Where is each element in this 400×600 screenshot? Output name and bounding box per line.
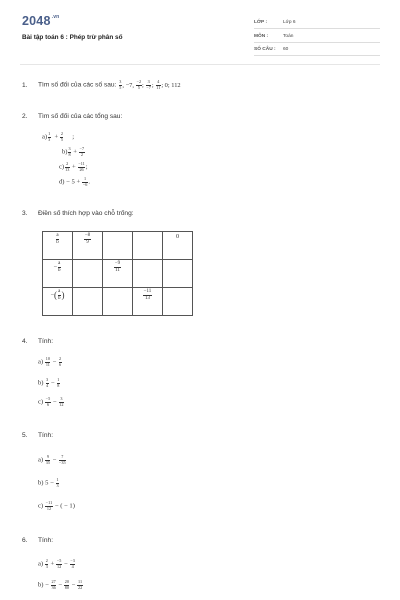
question-text: Tìm số đối của các số sau: <box>38 81 117 89</box>
question-2: 2. Tìm số đối của các tổng sau: <box>22 113 123 120</box>
item-4a: a) $\frac{10}{11}$ − $\frac{2}{6}$ <box>38 356 62 367</box>
meta-label-count: SỐ CÂU : <box>254 47 276 52</box>
meta-divider <box>254 28 380 29</box>
fraction: $\frac{-2}{5}$ <box>136 79 142 90</box>
table-cell-blank[interactable] <box>133 260 163 288</box>
meta-label-class: LỚP : <box>254 20 268 25</box>
question-text: Tìm số đối của các tổng sau: <box>38 113 123 120</box>
meta-divider <box>254 42 380 43</box>
table-cell: $\frac{-8}{9}$ <box>73 232 103 260</box>
table-row <box>43 288 193 316</box>
question-3: 3. Điền số thích hợp vào chỗ trống: <box>22 210 134 217</box>
document-title: Bài tập toán 6 : Phép trừ phân số <box>22 34 123 41</box>
question-text: Tính: <box>38 338 54 345</box>
table-cell: −( $\frac{a}{b}$ ) <box>43 288 73 316</box>
table-cell-blank[interactable] <box>73 260 103 288</box>
table-cell: $\frac{a}{b}$ <box>43 232 73 260</box>
question-4: 4. Tính: <box>22 338 54 345</box>
table-row <box>43 260 193 288</box>
document-header <box>0 0 400 62</box>
question-1-numbers: $\frac{3}{5}$ , −7, $\frac{-2}{5}$ ; $\frac{3}{-7}$ ; $\frac{4}{11}$ ; 0; 112 <box>119 79 181 90</box>
table-cell: $\frac{-9}{11}$ <box>103 260 133 288</box>
header-divider <box>20 64 380 65</box>
meta-divider <box>254 55 380 56</box>
question-text: Tính: <box>38 537 54 544</box>
item-2b: b) $\frac{3}{8}$ + $\frac{-7}{2}$ <box>62 146 85 157</box>
meta-label-subject: MÔN : <box>254 34 269 39</box>
meta-value-class: Lớp 6 <box>283 20 296 25</box>
fraction: $\frac{3}{-7}$ <box>146 79 151 90</box>
table-cell-blank[interactable] <box>103 232 133 260</box>
table-cell-blank[interactable] <box>133 232 163 260</box>
table-cell-blank[interactable] <box>163 260 193 288</box>
question-6: 6. Tính: <box>22 537 54 544</box>
item-6a: a) $\frac{2}{3}$ + $\frac{-5}{12}$ − $\frac{-3}{4}$ <box>38 558 75 569</box>
question-text: Tính: <box>38 432 54 439</box>
table-cell: 0 <box>163 232 193 260</box>
item-4b: b) $\frac{3}{4}$ − $\frac{1}{8}$ <box>38 377 60 388</box>
site-logo[interactable]: $2048^{.vn}$ <box>22 14 60 28</box>
table-cell-blank[interactable] <box>73 288 103 316</box>
table-row <box>43 232 193 260</box>
fraction: $\frac{4}{11}$ <box>156 79 161 90</box>
meta-value-count: 60 <box>283 47 289 52</box>
item-2a: a) $\frac{1}{3}$ + $\frac{2}{5}$ ; <box>42 131 75 142</box>
fraction: $\frac{3}{5}$ <box>119 79 122 90</box>
table-cell: − $\frac{a}{b}$ <box>43 260 73 288</box>
question-5: 5. Tính: <box>22 432 54 439</box>
item-6b: b) − $\frac{27}{36}$ − $\frac{20}{80}$ − $\frac{11}{22}$ <box>38 579 83 590</box>
table-cell: $\frac{-11}{13}$ <box>133 288 163 316</box>
item-4c: c) $\frac{-5}{6}$ − $\frac{3}{12}$ <box>38 396 64 407</box>
question-1: 1. Tìm số đối của các số sau: $\frac{3}{5}$ , −7, $\frac{-2}{5}$ ; $\frac{3}{-7}$ ; $\frac{4}{11}$ ; 0; 112 <box>22 79 181 90</box>
question-text: Điền số thích hợp vào chỗ trống: <box>38 210 134 217</box>
table-cell-blank[interactable] <box>163 288 193 316</box>
table-cell-blank[interactable] <box>103 288 133 316</box>
item-5c: c) $\frac{-11}{12}$ − ( − 1) <box>38 500 75 511</box>
item-5a: a) $\frac{9}{35}$ − $\frac{7}{-35}$ <box>38 454 66 465</box>
meta-value-subject: Toán <box>283 34 294 39</box>
item-2c: c) $\frac{2}{13}$ + $\frac{-11}{26}$ ; <box>59 161 88 172</box>
item-2d: d) − 5 + $\frac{1}{-6}$ . <box>59 176 90 187</box>
fill-in-table <box>42 231 193 316</box>
item-5b: b) 5 − $\frac{1}{3}$ <box>38 477 59 488</box>
